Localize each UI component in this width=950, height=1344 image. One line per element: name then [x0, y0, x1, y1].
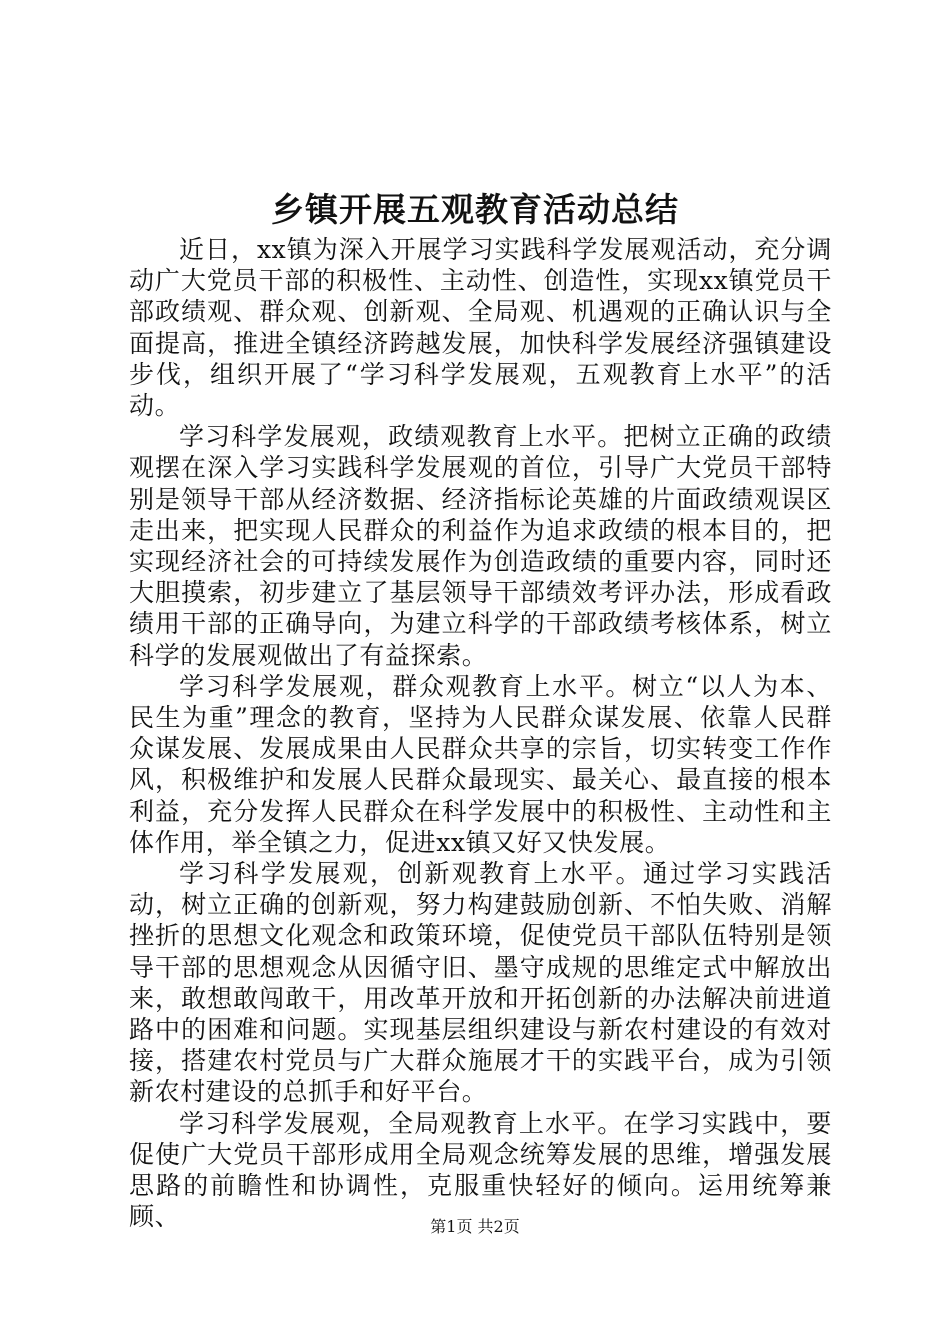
- document-title: 乡镇开展五观教育活动总结: [271, 190, 679, 229]
- paragraph-mass-view: 学习科学发展观，群众观教育上水平。树立“以人为本、民生为重”理念的教育，坚持为人民群众谋发展、依靠人民群众谋发展、发展成果由人民群众共享的宗旨，切实转变工作作风，积极维护和发展人民群众最现实、最关心、最直接的根本利益，充分发挥人民群众在科学发展中的积极性、主动性和主体作用，举全镇之力，促进xx镇又好又快发展。: [129, 671, 832, 857]
- paragraph-overall-view: 学习科学发展观，全局观教育上水平。在学习实践中，要促使广大党员干部形成用全局观念统筹发展的思维，增强发展思路的前瞻性和协调性，克服重快轻好的倾向。运用统筹兼顾、: [129, 1108, 832, 1232]
- paragraph-innovation-view: 学习科学发展观，创新观教育上水平。通过学习实践活动，树立正确的创新观，努力构建鼓励创新、不怕失败、消解挫折的思想文化观念和政策环境，促使党员干部队伍特别是领导干部的思想观念从因循守旧、墨守成规的思维定式中解放出来，敢想敢闯敢干，用改革开放和开拓创新的办法解决前进道路中的困难和问题。实现基层组织建设与新农村建设的有效对接，搭建农村党员与广大群众施展才干的实践平台，成为引领新农村建设的总抓手和好平台。: [129, 859, 832, 1107]
- paragraph-performance-view: 学习科学发展观，政绩观教育上水平。把树立正确的政绩观摆在深入学习实践科学发展观的首位，引导广大党员干部特别是领导干部从经济数据、经济指标论英雄的片面政绩观误区走出来，把实现人民群众的利益作为追求政绩的根本目的，把实现经济社会的可持续发展作为创造政绩的重要内容，同时还大胆摸索，初步建立了基层领导干部绩效考评办法，形成看政绩用干部的正确导向，为建立科学的干部政绩考核体系，树立科学的发展观做出了有益探索。: [129, 422, 832, 670]
- paragraph-intro: 近日，xx镇为深入开展学习实践科学发展观活动，充分调动广大党员干部的积极性、主动性、创造性，实现xx镇党员干部政绩观、群众观、创新观、全局观、机遇观的正确认识与全面提高，推进全镇经济跨越发展，加快科学发展经济强镇建设步伐，组织开展了“学习科学发展观，五观教育上水平”的活动。: [129, 235, 832, 421]
- page-number: 第1页 共2页: [430, 1217, 520, 1236]
- document-body: [129, 234, 832, 1233]
